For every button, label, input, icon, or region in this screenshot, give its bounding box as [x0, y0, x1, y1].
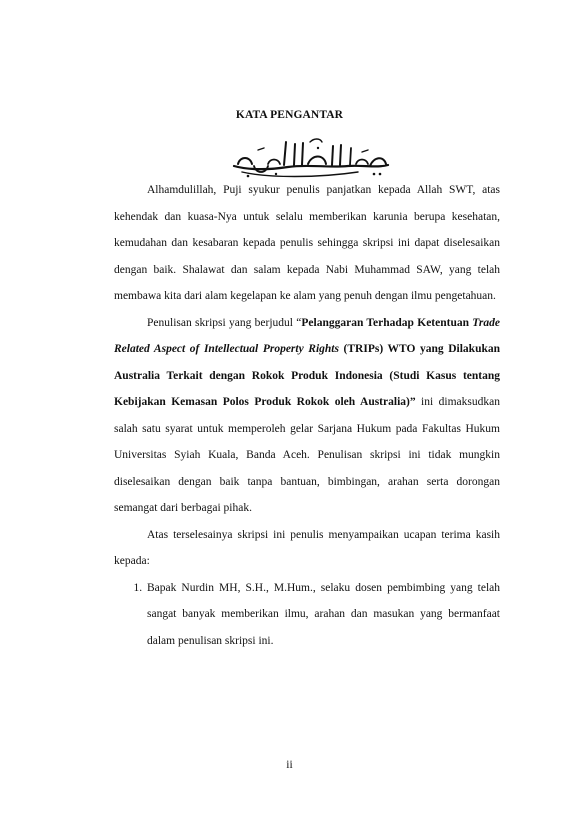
thesis-title-part-1: Pelanggaran Terhadap Ketentuan [301, 316, 473, 329]
body-text [114, 177, 500, 654]
acknowledgement-list [114, 575, 500, 655]
basmalah-calligraphy-icon [228, 134, 394, 180]
paragraph-thesis-title [114, 310, 500, 522]
thesis-title-part-2: (TRIPs) WTO yang Dilakukan Australia Terkait dengan Rokok Produk Indonesia (Studi Kasus tentang Kebijakan Kemasan Polos Produk Rokok oleh Australia)” [114, 343, 501, 408]
paragraph-thesis-intro: Penulisan skripsi yang berjudul “ [147, 316, 302, 329]
paragraph-thanks: Atas terselesainya skripsi ini penulis menyampaikan ucapan terima kasih kepada: [114, 528, 500, 567]
list-item: 1. Bapak Nurdin MH, S.H., M.Hum., selaku dosen pembimbing yang telah sangat banyak memberikan ilmu, arahan dan masukan yang bermanfaat dalam penulisan skripsi ini. [145, 575, 500, 655]
paragraph-thesis-rest: ini dimaksudkan salah satu syarat untuk memperoleh gelar Sarjana Hukum pada Fakultas Hukum Universitas Syiah Kuala, Banda Aceh. Penulisan skripsi ini tidak mungkin diselesaikan dengan baik tanpa bantuan, bimbingan, arahan serta dorongan semangat dari berbagai pihak. [114, 396, 500, 514]
page-title: KATA PENGANTAR [235, 109, 344, 121]
thesis-title-italic: Trade Related Aspect of Intellectual Property Rights [114, 316, 500, 355]
paragraph-opening: Alhamdulillah, Puji syukur penulis panjatkan kepada Allah SWT, atas kehendak dan kuasa-Nya untuk selalu memberikan karunia berupa kesehatan, kemudahan dan kesabaran kepada penulis sehingga skripsi ini dapat diselesaikan dengan baik. Shalawat dan salam kepada Nabi Muhammad SAW, yang telah membawa kita dari alam kegelapan ke alam yang penuh dengan ilmu pengetahuan. [114, 184, 500, 302]
page-number: ii [286, 759, 293, 771]
